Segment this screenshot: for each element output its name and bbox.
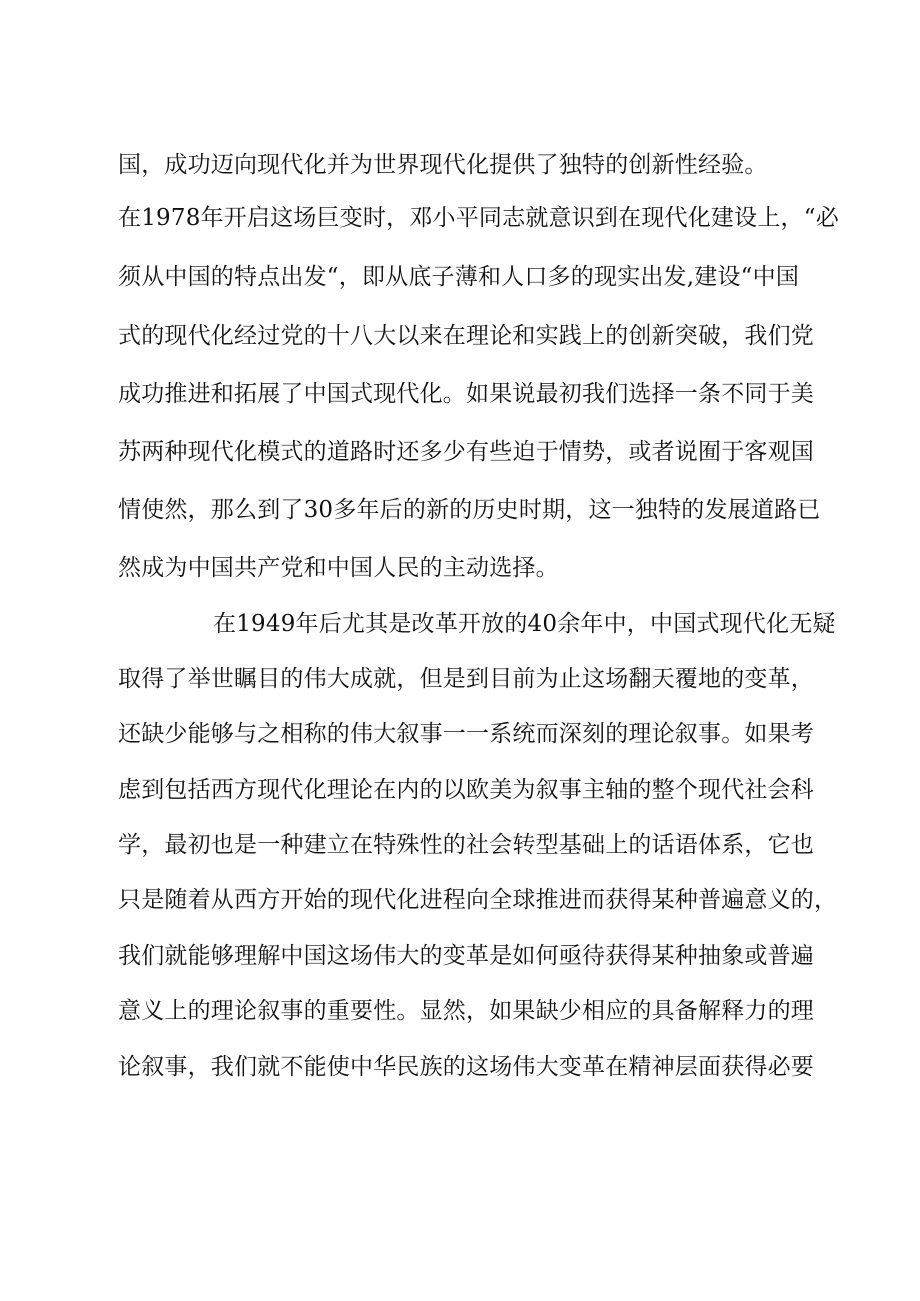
text-line: 须从中国的特点出发“，即从底子薄和人口多的现实出发,建设“中国 [118, 264, 800, 290]
text-line: 在1978年开启这场巨变时，邓小平同志就意识到在现代化建设上，“必 [118, 205, 839, 231]
text-line: 论叙事，我们就不能使中华民族的这场伟大变革在精神层面获得必要 [118, 1054, 814, 1080]
text-line: 式的现代化经过党的十八大以来在理论和实践上的创新突破，我们党 [118, 323, 814, 349]
text-line: 只是随着从西方开始的现代化进程向全球推进而获得某种普遍意义的， [118, 887, 838, 913]
text-line: 在1949年后尤其是改革开放的40余年中，中国式现代化无疑 [213, 611, 836, 637]
text-line: 学，最初也是一种建立在特殊性的社会转型基础上的话语体系，它也 [118, 832, 814, 858]
text-line: 意义上的理论叙事的重要性。显然，如果缺少相应的具备解释力的理 [118, 998, 814, 1024]
text-line: 成功推进和拓展了中国式现代化。如果说最初我们选择一条不同于美 [118, 381, 814, 407]
text-line: 虑到包括西方现代化理论在内的以欧美为叙事主轴的整个现代社会科 [118, 777, 814, 803]
text-line: 还缺少能够与之相称的伟大叙事一一系统而深刻的理论叙事。如果考 [118, 721, 814, 747]
text-line: 我们就能够理解中国这场伟大的变革是如何亟待获得某种抽象或普遍 [118, 943, 814, 969]
text-line: 情使然，那么到了30多年后的新的历史时期，这一独特的发展道路已 [118, 497, 821, 523]
text-line: 然成为中国共产党和中国人民的主动选择。 [118, 555, 559, 581]
text-line: 取得了举世瞩目的伟大成就，但是到目前为止这场翻天覆地的变革， [118, 666, 814, 692]
text-line: 苏两种现代化模式的道路时还多少有些迫于情势，或者说囿于客观国 [118, 439, 814, 465]
text-line: 国，成功迈向现代化并为世界现代化提供了独特的创新性经验。 [118, 152, 768, 178]
